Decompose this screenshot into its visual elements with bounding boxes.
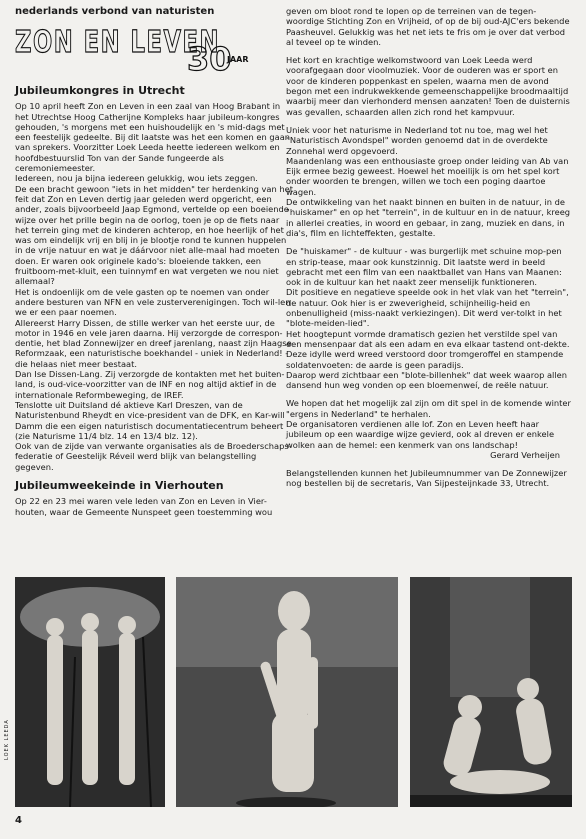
anniversary-number: 30: [187, 40, 232, 72]
photo-credit: LOEK LEEDA: [4, 719, 10, 760]
paragraph: We hopen dat het mogelijk zal zijn om dit spel in de komende winter "ergens in Nederland" te herhalen.: [286, 398, 571, 419]
paragraph: Daarop werd zichtbaar een "blote-billenhek" dat week waarop allen dansend hun weg vonden op een bloemenweí, de reële natuur.: [286, 369, 568, 391]
paragraph: Dit positieve en negatieve speelde ook in het vlak van het "terrein", de natuur. Ook hier is er zweverigheid, schijnheilig-heid en onbenulligheid (miss-naakt verkiezingen). Dit werd ver-tolkt in het "blote-meiden-lied".: [286, 287, 569, 329]
paragraph: Op 10 april heeft Zon en Leven in een zaal van Hoog Brabant in het Utrechtse Hoog Catherijne Kompleks haar jubileum-kongres gehouden, 's morgens met een huishoudelijk en 's mid-dags met een feestelijk gedeelte. Bij dit laatste was het een komen en gaan van sprekers. Voorzitter Loek Leeda heette iedereen welkom en hoofdbestuurslid Ton van der Sande fungeerde als ceremoniemeester.: [15, 101, 291, 174]
heading-jubileumweekeinde: Jubileumweekeinde in Vierhouten: [15, 478, 224, 492]
paragraph: De organisatoren verdienen alle lof. Zon en Leven heeft haar jubileum op een waardige wijze gevierd, ook al dreven er enkele wolken aan de hemel: een kenmerk van ons landschap!: [286, 418, 555, 450]
masthead-title: ZON EN LEVEN: [15, 25, 220, 60]
heading-jubileumkongres: Jubileumkongres in Utrecht: [15, 84, 185, 97]
paragraph: Maandenlang was een enthousiaste groep onder leiding van Ab van Eijk ermee bezig geweest. Hoewel het moeilijk is om het spel kort onder woorden te brengen, willen we toch een poging daartoe wagen.: [286, 155, 569, 197]
author-signature: Gerard Verheijen: [490, 449, 560, 460]
paragraph: Tenslotte uit Duitsland dé aktieve Karl Dreszen, van de Naturistenbund Rheydt en vice-president van de DFK, en Kar-will Damm die een eigen naturistisch documentatiecentrum beheert (zie Naturisme 11/4 blz. 14 en 13/4 blz. 12).: [15, 399, 285, 441]
paragraph: Het hoogtepunt vormde dramatisch gezien het verstilde spel van een mensenpaar dat als een adam en eva elkaar tastend ont-dekte. Deze idylle werd wreed verstoord door tromgeroffel en stampende soldatenvoeten: de aarde is geen paradijs.: [286, 328, 570, 370]
paragraph: De een bracht gewoon "iets in het midden" ter herdenking van het feit dat Zon en Leven dertig jaar geleden werd opgericht, een ander, zoals bijvoorbeeld Jaap Egmond, vertelde op een boeiende wijze over het prille begin na de oorlog, toen je op de fiets naar het terrein ging met de kinderen achterop, en hoe heerlijk of het was om eindelijk vrij en blij in je blootje rond te kunnen huppelen in de vrije natuur en wat je dáárvoor niet alle-maal had moeten doen. Er waren ook originele kado's: bloeiende takken, een fruitboom-met-kluit, een tuinnymf en wat vergeten we nou niet allemaal?: [15, 183, 293, 287]
paragraph: Het kort en krachtige welkomstwoord van Loek Leeda werd voorafgegaan door vioolmuziek. Voor de ouderen was er sport en voor de kinderen poppenkast en spelen, waarna men de avond begon met een indrukwekkende gemeenschappelijke broodmaaltijd waarbij meer dan vierhonderd mensen aanzaten! Toen de duisternis was gevallen, schaarden allen zich rond het kampvuur.: [286, 55, 570, 117]
paragraph: Belangstellenden kunnen het Jubileumnummer van De Zonnewijzer nog bestellen bij de secretaris, Van Sijpesteijnkade 33, Utrecht.: [286, 468, 567, 489]
photo-couple: [410, 577, 572, 807]
paragraph: Op 22 en 23 mei waren vele leden van Zon en Leven in Vier-houten, waar de Gemeente Nunspeet geen toestemming wou: [15, 496, 273, 517]
left-column: [15, 60, 293, 517]
paragraph: De "huiskamer" - de kultuur - was burgerlijk met schuine mop-pen en strip-tease, maar ook kunstzinnig. Dit laatste werd in beeld gebracht met een film van een naaktballet van Hans van Maanen: ook in de kultuur kan het naakt zeer menselijk funktioneren.: [286, 246, 562, 288]
page-number: 4: [15, 815, 22, 826]
paragraph: Uniek voor het naturisme in Nederland tot nu toe, mag wel het "Naturistisch Avondspel" worden genoemd dat in de overdekte Zonnehal werd opgevoerd.: [286, 124, 548, 156]
paragraph: Dan Ise Dissen-Lang. Zij verzorgde de kontakten met het buiten-land, is oud-vice-voorzitter van de INF en nog altijd aktief in de internationale Reformbeweging, de IREF.: [15, 369, 285, 400]
paragraph: Ook van de zijde van verwante organisaties als de Broederschaps-federatie of Geestelijk Réveil werd blijk van belangstelling gegeven.: [15, 441, 292, 472]
anniversary-label: JAAR: [227, 55, 249, 64]
organization-name: nederlands verbond van naturisten: [15, 6, 215, 17]
paragraph: geven om bloot rond te lopen op de terreinen van de tegen-woordige Stichting Zon en Vrijheid, of op de bij oud-AJC'ers bekende Paasheuvel. Gelukkig was het net iets te fris om je over dat verbod al teveel op te winden.: [286, 6, 570, 47]
photo-singers: [15, 577, 165, 807]
paragraph: Het is ondoenlijk om de vele gasten op te noemen van onder andere besturen van NFN en vele zusterverenigingen. Toch wil-len we er een paar noemen.: [15, 286, 291, 318]
paragraph: Allereerst Harry Dissen, de stille werker van het eerste uur, de motor in 1946 en vele jaren daarna. Hij verzorgde de correspon-dentie, het blad Zonnewijzer en dreef jarenlang, naast zijn Haagse Reformzaak, een naturistische boekhandel - uniek in Nederland! - die helaas niet meer bestaat.: [15, 317, 292, 369]
photo-dancer: [176, 577, 398, 807]
right-column: [286, 6, 572, 489]
paragraph: De ontwikkeling van het naakt binnen en buiten in de natuur, in de "huiskamer" en op het "terrein", in de kultuur en in de natuur, kreeg in allerlei creaties, in woord en gebaar, in zang, muziek en dans, in dia's, film en lichteffekten, gestalte.: [286, 197, 571, 238]
paragraph: Iedereen, nou ja bijna iedereen gelukkig, wou iets zeggen.: [15, 173, 258, 184]
